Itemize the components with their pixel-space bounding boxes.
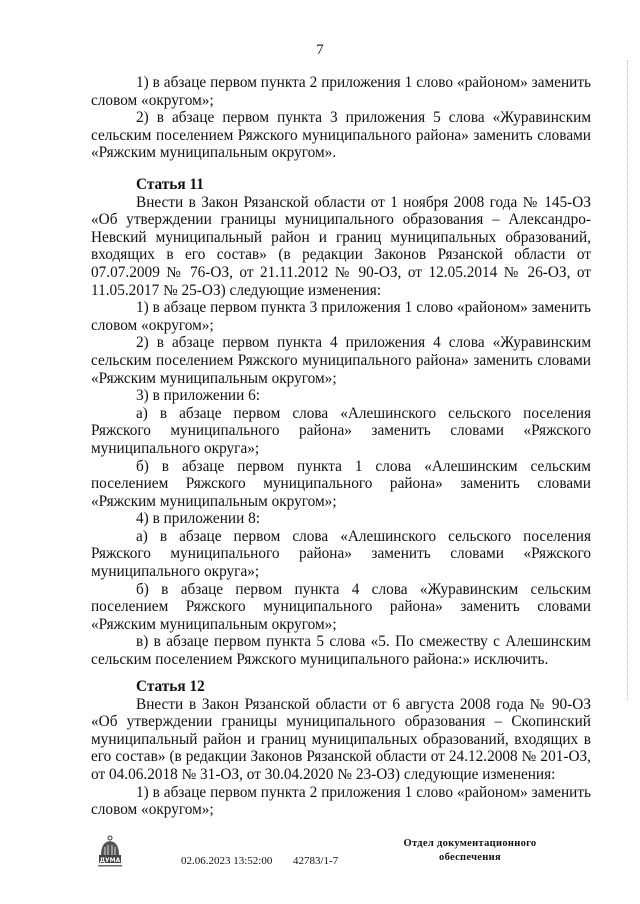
paragraph: 1) в абзаце первом пункта 3 приложения 1 слово «районом» заменить словом «округом»; [91, 299, 591, 334]
article-heading: Статья 12 [136, 678, 205, 695]
article-11 [91, 176, 591, 669]
paragraph: б) в абзаце первом пункта 4 слова «Журавинским сельским поселением Ряжского муниципального района» заменить словами «Ряжским муниципальным округом»; [91, 580, 591, 633]
paragraph: 2) в абзаце первом пункта 3 приложения 5 слова «Журавинским сельским поселением Ряжского муниципального района» заменить словами «Ряжским муниципальным округом». [91, 109, 591, 162]
page-number: 7 [316, 42, 324, 58]
article-heading: Статья 11 [136, 176, 204, 193]
paragraph: а) в абзаце первом слова «Алешинского сельского поселения Ряжского муниципального района» заменить словами «Ряжского муниципального округа»; [91, 527, 591, 581]
footer-doc-number: 42783/1-7 [293, 855, 339, 867]
department-line: обеспечения [439, 852, 501, 863]
department-line: Отдел документационного [403, 838, 537, 849]
paragraph: 1) в абзаце первом пункта 2 приложения 1 слово «районом» заменить словом «округом»; [91, 783, 591, 819]
article-12 [91, 678, 591, 819]
paragraph: а) в абзаце первом слова «Алешинского сельского поселения Ряжского муниципального района» заменить словами «Ряжского муниципального округа»; [91, 404, 591, 457]
intro-section [91, 74, 591, 162]
paragraph: Внести в Закон Рязанской области от 1 ноября 2008 года № 145-ОЗ «Об утверждении границы муниципального образования – Александро-Невский муниципальный район и границ муниципальных образований, входящих в его состав» (в редакции Законов Рязанской области от 07.07.2009 № 76-ОЗ, от 21.11.2012 № 90-ОЗ, от 12.05.2014 № 26-ОЗ, от 11.05.2017 № 25-ОЗ) следующие изменения: [91, 193, 591, 299]
footer-timestamp: 02.06.2023 13:52:00 [181, 855, 273, 867]
duma-logo-icon [96, 835, 124, 869]
scan-margin-marks [627, 60, 628, 700]
paragraph: в) в абзаце первом пункта 5 слова «5. По смежеству с Алешинским сельским поселением Ряжского муниципального района:» исключить. [91, 633, 591, 669]
paragraph: 1) в абзаце первом пункта 2 приложения 1 слово «районом» заменить словом «округом»; [91, 74, 591, 109]
paragraph: 2) в абзаце первом пункта 4 приложения 4 слова «Журавинским сельским поселением Ряжского муниципального района» заменить словами «Ряжским муниципальным округом»; [91, 334, 591, 387]
paragraph: 3) в приложении 6: [136, 387, 260, 405]
svg-text:ДУМА: ДУМА [99, 857, 121, 864]
paragraph: 4) в приложении 8: [136, 510, 260, 528]
paragraph: Внести в Закон Рязанской области от 6 августа 2008 года № 90-ОЗ «Об утверждении границы муниципального образования – Скопинский муниципальный район и границ муниципальных образований, входящих в его состав» (в редакции Законов Рязанской области от 24.12.2008 № 201-ОЗ, от 04.06.2018 № 31-ОЗ, от 30.04.2020 № 23-ОЗ) следующие изменения: [91, 695, 591, 783]
footer-department [380, 837, 560, 865]
paragraph: б) в абзаце первом пункта 1 слова «Алешинским сельским поселением Ряжского муниципального района» заменить словами «Ряжским муниципальным округом»; [91, 457, 591, 510]
